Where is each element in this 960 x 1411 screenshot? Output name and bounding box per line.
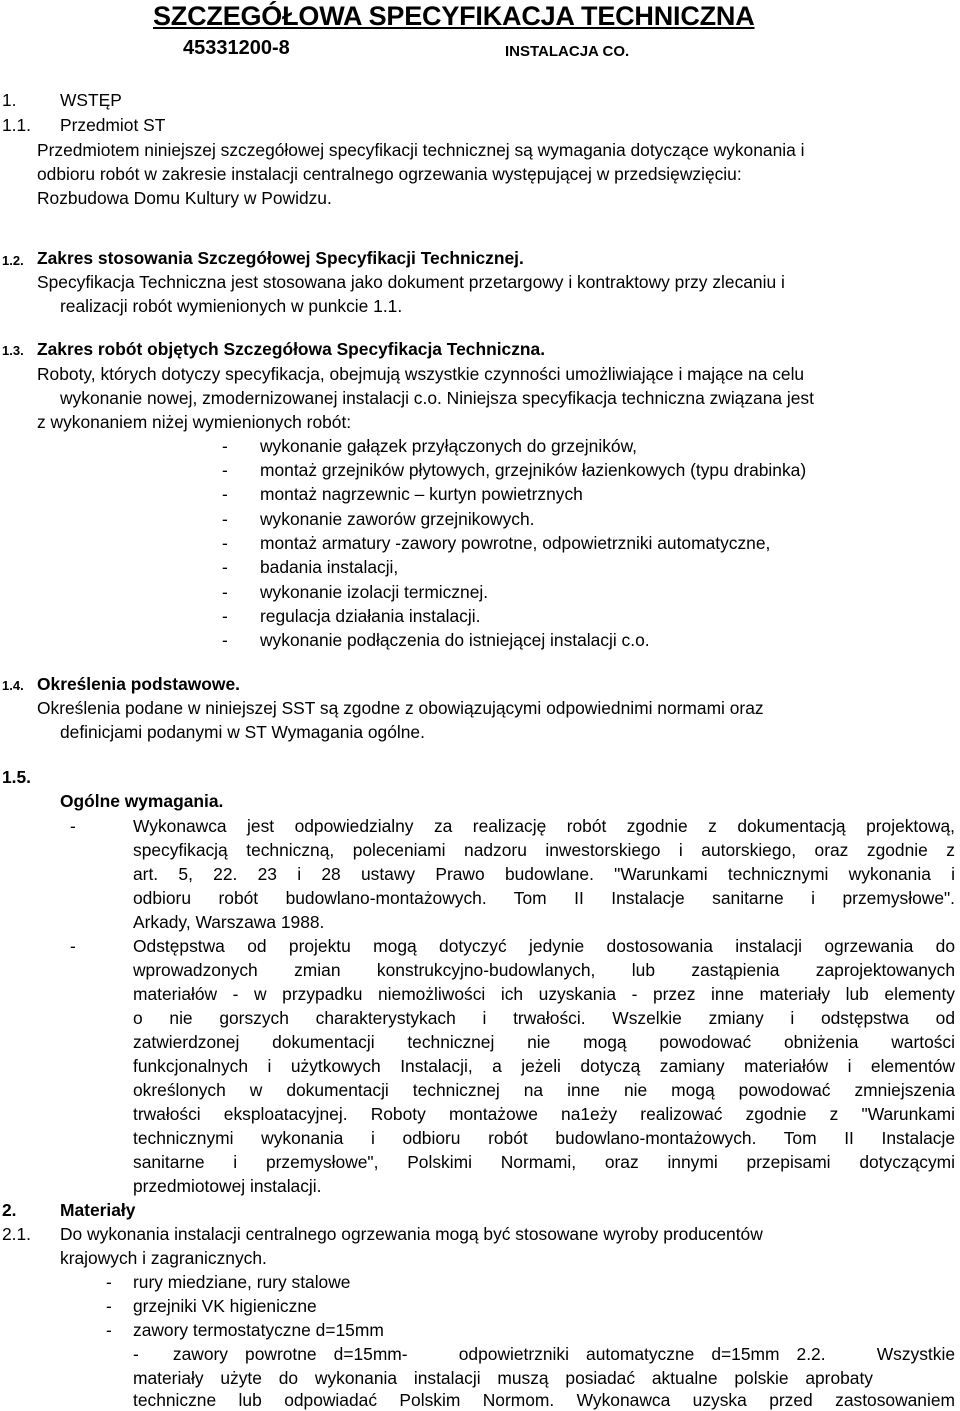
- section-1-3-number: 1.3.: [2, 343, 24, 358]
- section-1-2-number: 1.2.: [2, 253, 24, 268]
- paragraph-line: określonych w dokumentacji technicznej na inne nie mogą powodować zmniejszenia: [133, 1080, 955, 1100]
- section-1-4-number: 1.4.: [2, 678, 24, 693]
- list-dash: -: [222, 606, 228, 626]
- list-item: grzejniki VK higieniczne: [133, 1296, 317, 1316]
- paragraph-line: Wykonawca jest odpowiedzialny za realizację robót zgodnie z dokumentacją projektową,: [133, 816, 955, 836]
- paragraph-line: przedmiotowej instalacji.: [133, 1176, 322, 1196]
- list-dash: -: [222, 630, 228, 650]
- paragraph-line: zatwierdzonej dokumentacji technicznej nie mogą powodować obniżenia wartości: [133, 1032, 955, 1052]
- paragraph-line: specyfikacją techniczną, poleceniami nadzoru inwestorskiego i autorskiego, oraz zgodnie z: [133, 840, 955, 860]
- list-item: montaż grzejników płytowych, grzejników łazienkowych (typu drabinka): [260, 460, 807, 480]
- list-item: montaż nagrzewnic – kurtyn powietrznych: [260, 484, 583, 504]
- list-item: wykonanie izolacji termicznej.: [260, 582, 489, 602]
- section-1-5-number: 1.5.: [2, 767, 32, 787]
- section-2-1-line: Do wykonania instalacji centralnego ogrzewania mogą być stosowane wyroby producentów: [60, 1224, 763, 1244]
- paragraph-line: funkcjonalnych i użytkowych Instalacji, a jeżeli dotyczą zamiany materiałów i elementów: [133, 1056, 955, 1076]
- paragraph-line: o nie gorszych charakterystykach i trwałości. Wszelkie zmiany i odstępstwa od: [133, 1008, 955, 1028]
- section-1-3-line: Roboty, których dotyczy specyfikacja, obejmują wszystkie czynności umożliwiające i mające na celu: [37, 364, 805, 384]
- list-item: rury miedziane, rury stalowe: [133, 1272, 351, 1292]
- section-2-1-line: krajowych i zagranicznych.: [60, 1248, 267, 1268]
- list-dash: -: [106, 1296, 112, 1316]
- paragraph-line: odbioru robót budowlano-montażowych. Tom II Instalacje sanitarne i przemysłowe".: [133, 888, 955, 908]
- section-1-2-title: Zakres stosowania Szczegółowej Specyfikacji Technicznej.: [37, 248, 524, 268]
- section-2-title: Materiały: [60, 1200, 136, 1220]
- document-title: SZCZEGÓŁOWA SPECYFIKACJA TECHNICZNA: [153, 1, 755, 31]
- list-item: montaż armatury -zawory powrotne, odpowietrzniki automatyczne,: [260, 533, 771, 553]
- paragraph-line: trwałości eksploatacyjnej. Roboty montażowe na1eży realizować zgodnie z "Warunkami: [133, 1104, 955, 1124]
- section-1-4-line: Określenia podane w niniejszej SST są zgodne z obowiązującymi odpowiednimi normami oraz: [37, 698, 764, 718]
- list-dash: -: [222, 509, 228, 529]
- list-dash: -: [70, 816, 76, 836]
- paragraph-line: - zawory powrotne d=15mm- odpowietrzniki automatyczne d=15mm 2.2. Wszystkie: [133, 1344, 955, 1364]
- paragraph-line: sanitarne i przemysłowe", Polskimi Normami, oraz innymi przepisami dotyczącymi: [133, 1152, 955, 1172]
- section-1-1-number: 1.1.: [2, 115, 32, 135]
- section-1-1-line: Rozbudowa Domu Kultury w Powidzu.: [37, 188, 332, 208]
- list-item: badania instalacji,: [260, 557, 399, 577]
- list-dash: -: [222, 557, 228, 577]
- section-2-1-number: 2.1.: [2, 1224, 32, 1244]
- list-dash: -: [106, 1320, 112, 1340]
- paragraph-line: Arkady, Warszawa 1988.: [133, 912, 325, 932]
- list-dash: -: [70, 936, 76, 956]
- list-item: regulacja działania instalacji.: [260, 606, 481, 626]
- list-dash: -: [222, 582, 228, 602]
- section-1-4-title: Określenia podstawowe.: [37, 674, 240, 694]
- section-1-1-line: odbioru robót w zakresie instalacji centralnego ogrzewania występującej w przedsięwzięciu:: [37, 164, 742, 184]
- section-1-2-line: realizacji robót wymienionych w punkcie 1.1.: [60, 296, 403, 316]
- paragraph-line: technicznymi wykonania i odbioru robót budowlano-montażowych. Tom II Instalacje: [133, 1128, 955, 1148]
- section-1-4-line: definicjami podanymi w ST Wymagania ogólne.: [60, 722, 425, 742]
- list-dash: -: [222, 484, 228, 504]
- paragraph-line: Odstępstwa od projektu mogą dotyczyć jedynie dostosowania instalacji ogrzewania do: [133, 936, 955, 956]
- list-item: wykonanie podłączenia do istniejącej instalacji c.o.: [260, 630, 650, 650]
- paragraph-line: wprowadzonych zmian konstrukcyjno-budowlanych, lub zastąpienia zaprojektowanych: [133, 960, 955, 980]
- paragraph-line: techniczne lub odpowiadać Polskim Normom. Wykonawca uzyska przed zastosowaniem: [133, 1390, 955, 1410]
- paragraph-line: materiały użyte do wykonania instalacji muszą posiadać aktualne polskie aprobaty: [133, 1368, 873, 1388]
- cpv-code: 45331200-8: [183, 37, 290, 59]
- list-item: zawory termostatyczne d=15mm: [133, 1320, 384, 1340]
- list-dash: -: [222, 436, 228, 456]
- section-1-3-line: wykonanie nowej, zmodernizowanej instalacji c.o. Niniejsza specyfikacja techniczna związana jest: [60, 388, 814, 408]
- list-dash: -: [222, 533, 228, 553]
- section-2-number: 2.: [2, 1200, 17, 1220]
- section-1-number: 1.: [2, 90, 17, 110]
- section-1-2-line: Specyfikacja Techniczna jest stosowana jako dokument przetargowy i kontraktowy przy zlecaniu i: [37, 272, 785, 292]
- section-1-3-title: Zakres robót objętych Szczegółowa Specyfikacja Techniczna.: [37, 339, 546, 359]
- list-item: wykonanie gałązek przyłączonych do grzejników,: [260, 436, 637, 456]
- section-1-5-title: Ogólne wymagania.: [60, 791, 224, 811]
- list-dash: -: [106, 1272, 112, 1292]
- paragraph-line: art. 5, 22. 23 i 28 ustawy Prawo budowlane. "Warunkami technicznymi wykonania i: [133, 864, 955, 884]
- list-item: wykonanie zaworów grzejnikowych.: [260, 509, 535, 529]
- section-1-1-line: Przedmiotem niniejszej szczegółowej specyfikacji technicznej są wymagania dotyczące wykonania i: [37, 140, 805, 160]
- section-1-3-line: z wykonaniem niżej wymienionych robót:: [37, 412, 352, 432]
- list-dash: -: [222, 460, 228, 480]
- section-1-title: WSTĘP: [60, 90, 122, 110]
- section-1-1-title: Przedmiot ST: [60, 115, 166, 135]
- installation-type: INSTALACJA CO.: [505, 43, 630, 60]
- paragraph-line: materiałów - w przypadku niemożliwości ich uzyskania - przez inne materiały lub elementy: [133, 984, 955, 1004]
